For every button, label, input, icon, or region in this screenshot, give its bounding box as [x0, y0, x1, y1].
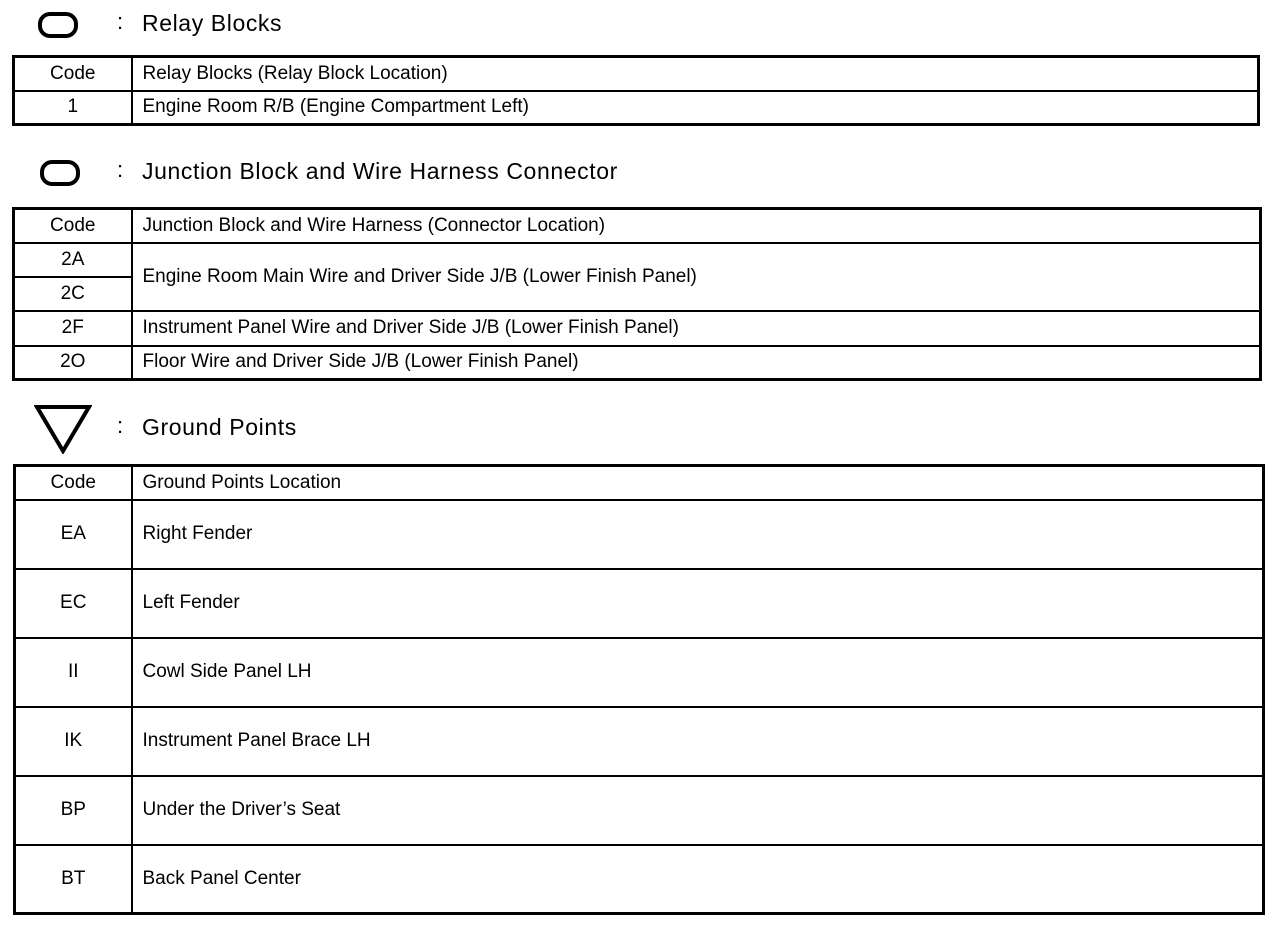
- row-location: Instrument Panel Brace LH: [132, 707, 1264, 776]
- table-row: [14, 346, 1261, 380]
- table-row: [15, 500, 1264, 569]
- rounded-rectangle-icon: [38, 12, 78, 38]
- relay-blocks-heading: [0, 8, 1280, 48]
- row-location: Cowl Side Panel LH: [132, 638, 1264, 707]
- table-row: [15, 569, 1264, 638]
- location-header: Relay Blocks (Relay Block Location): [132, 57, 1259, 91]
- location-header: Junction Block and Wire Harness (Connector Location): [132, 209, 1261, 243]
- junction-block-heading: [0, 156, 1280, 196]
- row-code: 2O: [14, 346, 132, 380]
- row-location: Floor Wire and Driver Side J/B (Lower Finish Panel): [132, 346, 1261, 380]
- row-code: IK: [15, 707, 132, 776]
- row-code: II: [15, 638, 132, 707]
- relay-blocks-table: [12, 55, 1260, 126]
- rounded-rectangle-icon: [40, 160, 80, 186]
- table-row: [15, 638, 1264, 707]
- table-row: [15, 707, 1264, 776]
- row-location: Under the Driver’s Seat: [132, 776, 1264, 845]
- table-header-row: [14, 209, 1261, 243]
- heading-colon: :: [117, 9, 124, 34]
- relay-blocks-title: Relay Blocks: [142, 10, 283, 36]
- table-row: [15, 776, 1264, 845]
- table-row: [14, 91, 1259, 125]
- table-row: [14, 311, 1261, 346]
- heading-colon: :: [117, 413, 124, 438]
- junction-block-title: Junction Block and Wire Harness Connector: [142, 158, 618, 184]
- row-code: BT: [15, 845, 132, 914]
- row-code: 2A: [14, 243, 132, 277]
- row-location: Right Fender: [132, 500, 1264, 569]
- row-code: BP: [15, 776, 132, 845]
- code-header: Code: [14, 57, 132, 91]
- code-header: Code: [14, 209, 132, 243]
- junction-block-table: [12, 207, 1262, 381]
- row-location: Engine Room Main Wire and Driver Side J/B (Lower Finish Panel): [132, 243, 1261, 311]
- table-header-row: [14, 57, 1259, 91]
- ground-points-heading: [0, 404, 1280, 458]
- table-row: [15, 845, 1264, 914]
- ground-points-table: [13, 464, 1265, 915]
- row-code: EC: [15, 569, 132, 638]
- row-location: Instrument Panel Wire and Driver Side J/B (Lower Finish Panel): [132, 311, 1261, 346]
- row-code: 1: [14, 91, 132, 125]
- ground-points-title: Ground Points: [142, 414, 297, 440]
- code-header: Code: [15, 466, 132, 500]
- row-location: Back Panel Center: [132, 845, 1264, 914]
- row-code: 2F: [14, 311, 132, 346]
- row-location: Engine Room R/B (Engine Compartment Left): [132, 91, 1259, 125]
- down-triangle-icon: [34, 404, 92, 454]
- location-header: Ground Points Location: [132, 466, 1264, 500]
- table-header-row: [15, 466, 1264, 500]
- table-row: [14, 243, 1261, 277]
- row-code: EA: [15, 500, 132, 569]
- heading-colon: :: [117, 157, 124, 182]
- row-code: 2C: [14, 277, 132, 311]
- row-location: Left Fender: [132, 569, 1264, 638]
